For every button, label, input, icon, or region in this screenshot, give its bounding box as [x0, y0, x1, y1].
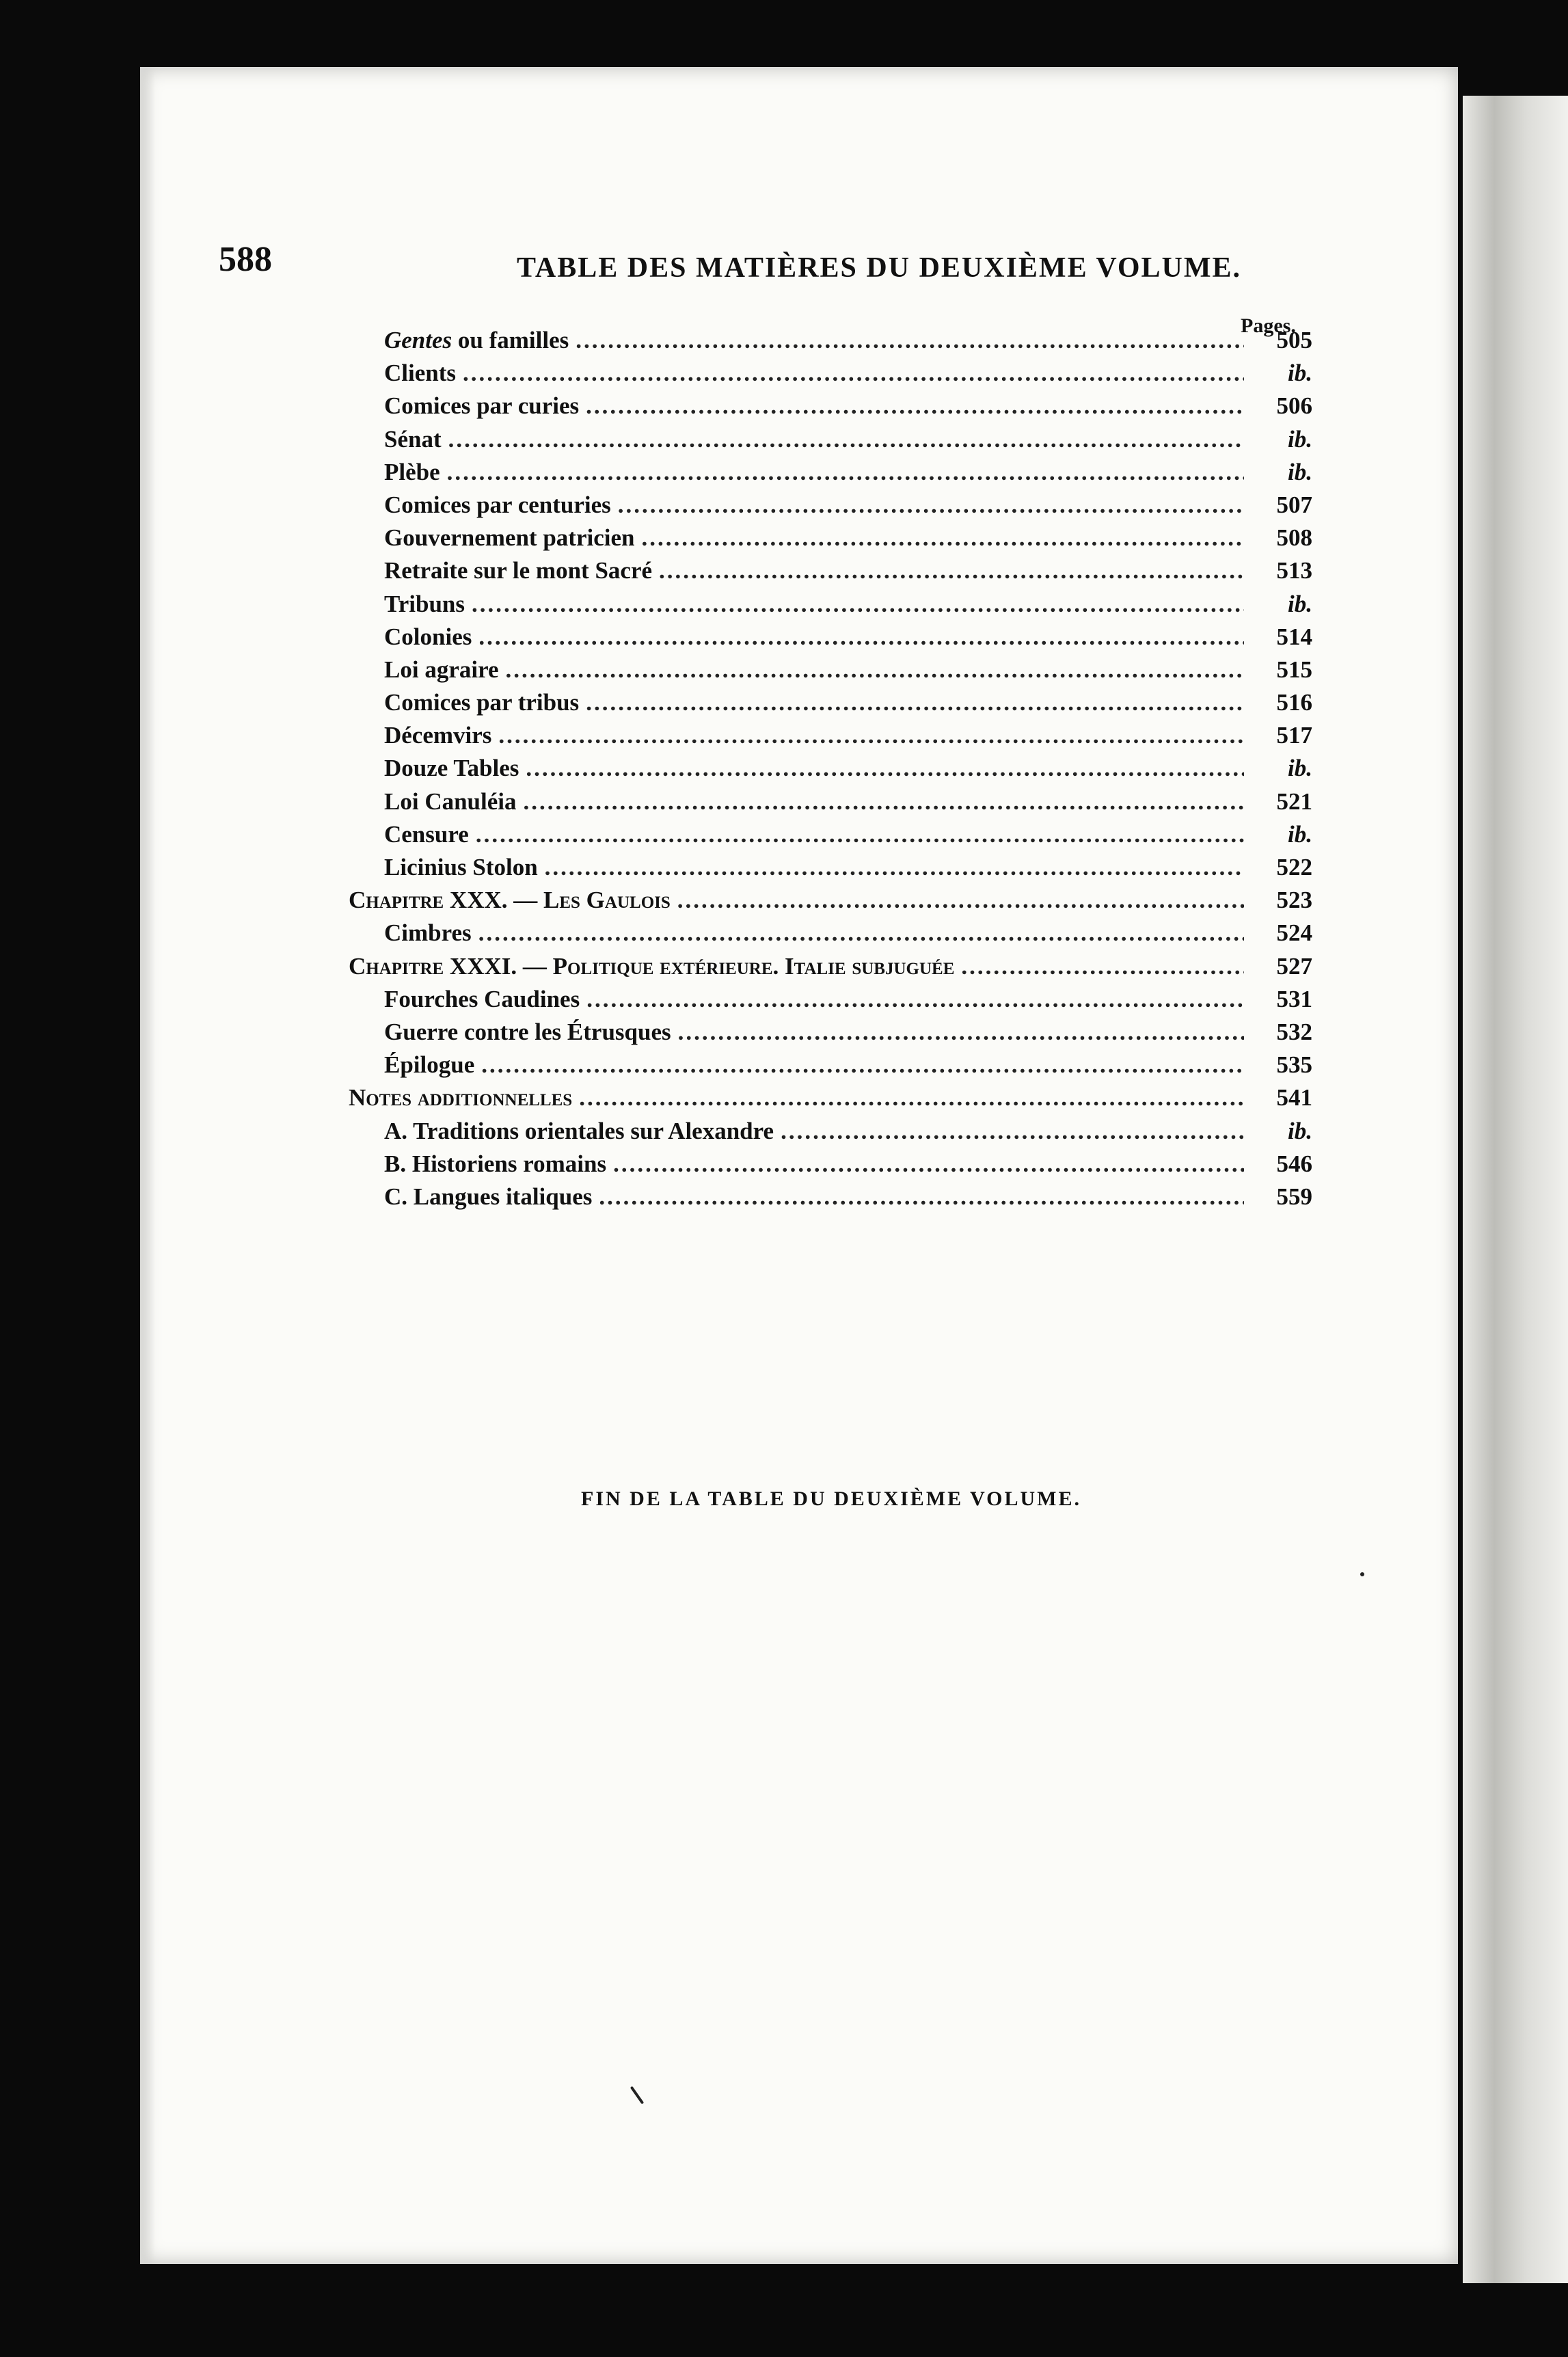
- pages-column-label: Pages.: [1241, 314, 1296, 337]
- toc-entry-page: 524: [1276, 919, 1312, 947]
- dot-leader: [448, 426, 1244, 453]
- toc-entry-page: 523: [1276, 887, 1312, 914]
- toc-entry-page: ib.: [1288, 458, 1312, 485]
- toc-entry-title: [384, 327, 569, 354]
- toc-entry-page: 506: [1276, 392, 1312, 420]
- toc-entry: [342, 1019, 1312, 1051]
- page-number: 588: [219, 240, 272, 279]
- toc-entry-page: 514: [1276, 623, 1312, 650]
- toc-entry-title: Douze Tables: [384, 755, 519, 782]
- dot-leader: [478, 623, 1244, 651]
- toc-entry: [342, 821, 1312, 854]
- toc-entry-title: Guerre contre les Étrusques: [384, 1018, 671, 1045]
- dot-leader: [613, 1150, 1244, 1178]
- toc-entry-title: Gouvernement patricien: [384, 524, 635, 552]
- toc-entry-page: 508: [1276, 524, 1312, 552]
- dot-leader: [463, 360, 1244, 387]
- dot-leader: [586, 392, 1244, 420]
- toc-entry-page: 507: [1276, 491, 1312, 518]
- toc-entry-title: Loi Canuléia: [384, 787, 517, 815]
- dot-leader: [576, 327, 1244, 354]
- toc-entry: [342, 854, 1312, 887]
- toc-entry-page: 541: [1276, 1084, 1312, 1112]
- facing-page-edge: [1463, 96, 1568, 2283]
- toc-entry-title: Cimbres: [384, 919, 472, 947]
- toc-entry-title: Comices par curies: [384, 392, 580, 420]
- toc-entry-page: 559: [1276, 1183, 1312, 1210]
- toc-entry-title: Plèbe: [384, 458, 440, 485]
- toc-entry-page: ib.: [1288, 360, 1312, 387]
- toc-entry: [342, 491, 1312, 524]
- toc-entry: [342, 1084, 1312, 1117]
- dot-leader: [618, 491, 1244, 519]
- dot-leader: [524, 788, 1244, 816]
- toc-entry-title: B. Historiens romains: [384, 1150, 607, 1177]
- toc-entry-page: 513: [1276, 557, 1312, 584]
- toc-entry-page: ib.: [1288, 1117, 1312, 1144]
- toc-entry-title: Épilogue: [384, 1051, 475, 1079]
- toc-entry-page: 521: [1276, 787, 1312, 815]
- toc-entry-title: Décemvirs: [384, 722, 492, 749]
- toc-entry: [342, 327, 1312, 360]
- toc-entry-title: Chapitre XXXI. — Politique extérieure. Italie subjuguée: [349, 952, 955, 980]
- dot-leader: [579, 1084, 1244, 1112]
- dot-leader: [659, 557, 1244, 584]
- toc-entry: [342, 557, 1312, 590]
- dot-leader: [677, 887, 1244, 914]
- toc-entry: [342, 392, 1312, 425]
- paper-speck: [1360, 1572, 1364, 1576]
- toc-entry-title: Comices par tribus: [384, 689, 580, 716]
- dot-leader: [586, 689, 1244, 716]
- toc-entry: [342, 426, 1312, 459]
- dot-leader: [545, 854, 1244, 881]
- toc-entry-title: Licinius Stolon: [384, 854, 538, 880]
- toc-entry-page: 527: [1276, 952, 1312, 980]
- toc-entry-title: Retraite sur le mont Sacré: [384, 557, 653, 584]
- toc-entry-title: Sénat: [384, 425, 442, 453]
- toc-entry: [342, 919, 1312, 952]
- dot-leader: [447, 459, 1244, 486]
- toc-entry-title: Fourches Caudines: [384, 985, 580, 1012]
- page-header: [219, 239, 1312, 294]
- toc-entry: [342, 459, 1312, 491]
- toc-entry-page: ib.: [1288, 820, 1312, 848]
- toc-entry-title: Clients: [384, 360, 456, 387]
- toc-entry-page: 505: [1276, 327, 1312, 353]
- toc-entry: [342, 1150, 1312, 1183]
- toc-entry: [342, 953, 1312, 986]
- toc-entry: [342, 656, 1312, 689]
- toc-entry: [342, 1183, 1312, 1216]
- toc-entry: [342, 1051, 1312, 1084]
- toc-entry-title-rest: ou familles: [452, 327, 569, 353]
- toc-entry-page: ib.: [1288, 755, 1312, 782]
- dot-leader: [961, 953, 1244, 980]
- toc-entry: [342, 755, 1312, 787]
- toc-entry: [342, 623, 1312, 656]
- dot-leader: [599, 1183, 1244, 1211]
- toc-entry-title: Loi agraire: [384, 656, 499, 683]
- toc-entry-page: 535: [1276, 1051, 1312, 1079]
- toc-entry-page: 546: [1276, 1150, 1312, 1177]
- toc-entry: [342, 788, 1312, 821]
- toc-entry: [342, 360, 1312, 392]
- dot-leader: [641, 524, 1244, 552]
- toc-entry-title: C. Langues italiques: [384, 1183, 593, 1210]
- toc-entry-title: Censure: [384, 820, 469, 848]
- toc-entry-page: 522: [1276, 854, 1312, 880]
- toc-entry-page: 517: [1276, 722, 1312, 749]
- dot-leader: [586, 986, 1244, 1013]
- toc-entry: [342, 689, 1312, 722]
- dot-leader: [476, 821, 1244, 848]
- toc-entry-title: Tribuns: [384, 590, 465, 617]
- toc-entry: [342, 591, 1312, 623]
- toc-entry-title: Comices par centuries: [384, 491, 611, 518]
- dot-leader: [506, 656, 1244, 684]
- dot-leader: [481, 1051, 1244, 1079]
- toc-entry-page: 515: [1276, 656, 1312, 683]
- toc-entry-title-italic: Gentes: [384, 327, 452, 353]
- toc-entry: [342, 722, 1312, 755]
- table-of-contents: [342, 327, 1312, 1216]
- toc-entry-page: 531: [1276, 985, 1312, 1012]
- running-title: TABLE DES MATIÈRES DU DEUXIÈME VOLUME.: [517, 252, 1241, 284]
- toc-entry-page: 516: [1276, 689, 1312, 716]
- dot-leader: [478, 919, 1244, 947]
- dot-leader: [678, 1019, 1244, 1046]
- toc-entry: [342, 887, 1312, 919]
- toc-entry: [342, 986, 1312, 1019]
- toc-entry: [342, 1118, 1312, 1150]
- end-note: FIN DE LA TABLE DU DEUXIÈME VOLUME.: [581, 1487, 1081, 1510]
- toc-entry-title: Chapitre XXX. — Les Gaulois: [349, 887, 671, 914]
- toc-entry-title: Colonies: [384, 623, 472, 650]
- toc-entry-title: Notes additionnelles: [349, 1084, 573, 1112]
- dot-leader: [526, 755, 1244, 782]
- dot-leader: [472, 591, 1244, 618]
- dot-leader: [498, 722, 1244, 749]
- toc-entry-title: A. Traditions orientales sur Alexandre: [384, 1117, 774, 1144]
- dot-leader: [781, 1118, 1244, 1145]
- toc-entry-page: ib.: [1288, 590, 1312, 617]
- toc-entry-page: 532: [1276, 1018, 1312, 1045]
- toc-entry-page: ib.: [1288, 425, 1312, 453]
- toc-entry: [342, 524, 1312, 557]
